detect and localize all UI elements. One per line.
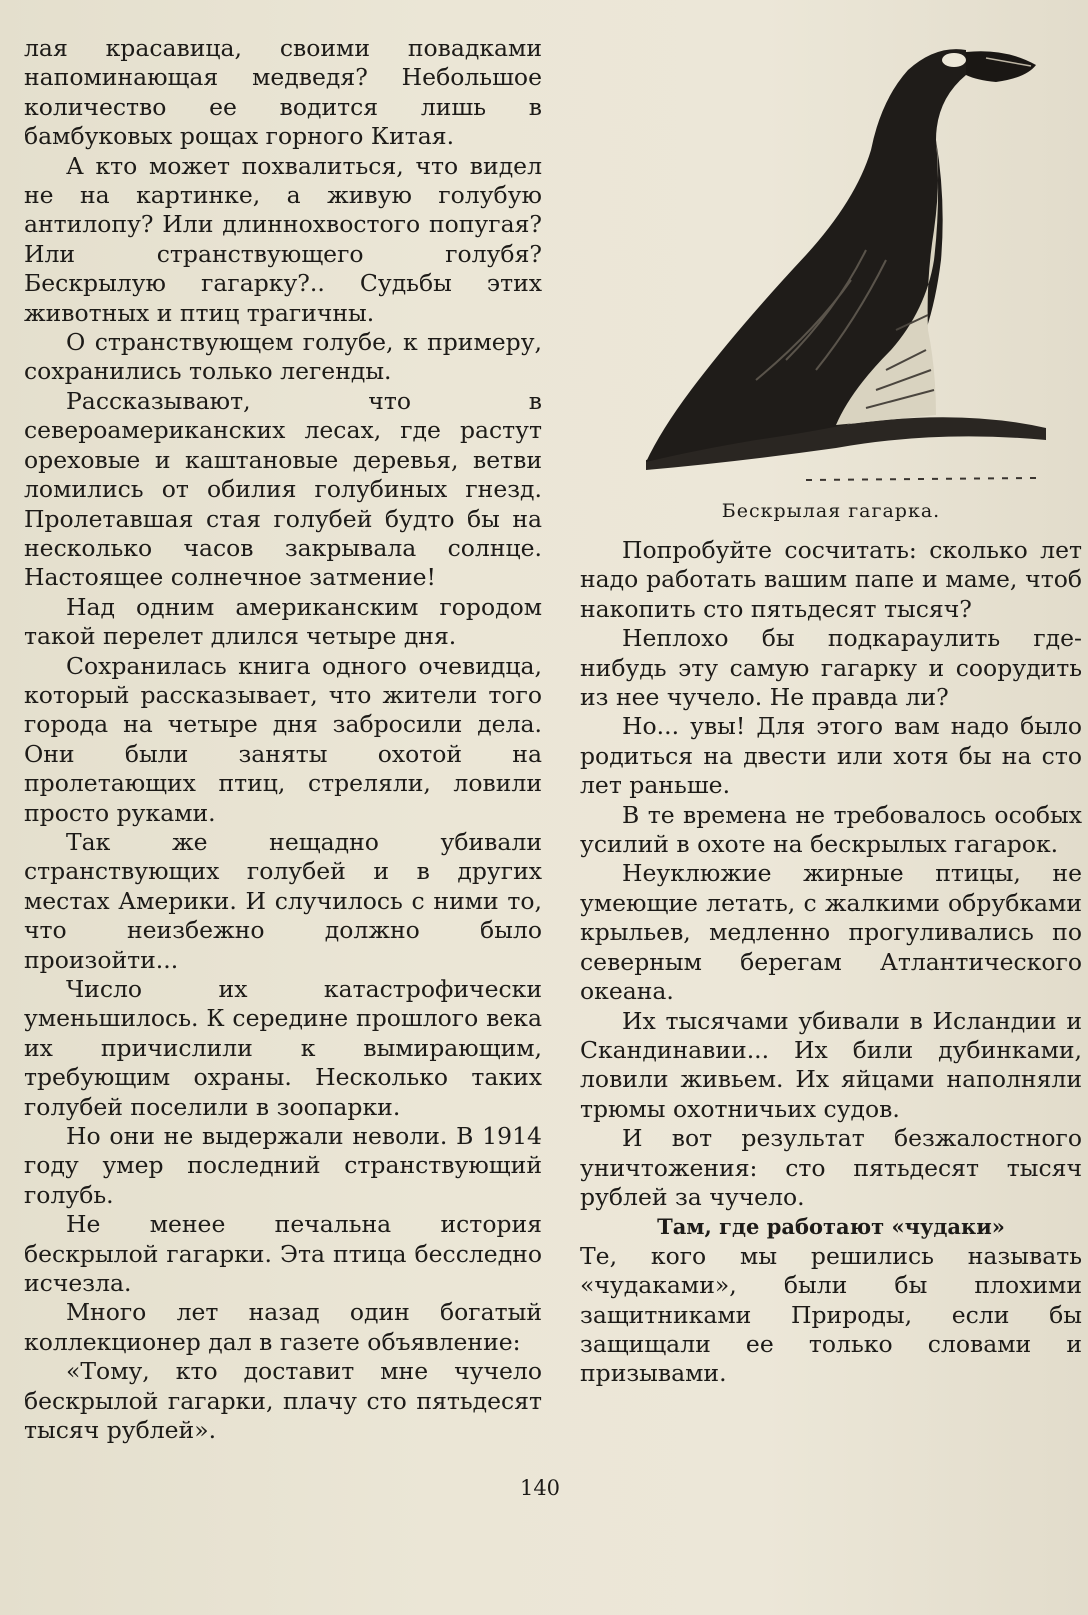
paragraph: А кто может похвалиться, что видел не на картинке, а живую голубую антилопу? Или длиннохвостого попугая? Или странствующего голубя? Бескрылую гагарку?.. Судьбы этих животных и птиц трагичны.	[24, 151, 542, 327]
paragraph: Но они не выдержали неволи. В 1914 году умер последний странствующий голубь.	[24, 1122, 542, 1209]
paragraph: В те времена не требовалось особых усилий в охоте на бескрылых гагарок.	[580, 800, 1082, 859]
paragraph: О странствующем голубе, к примеру, сохранились только легенды.	[24, 328, 542, 386]
paragraph: Так же нещадно убивали странствующих голубей и в других местах Америки. И случилось с ними то, что неизбежно должно было произойти...	[24, 827, 542, 974]
quote-paragraph: «Тому, кто доставит мне чучело бескрылой гагарки, плачу сто пятьдесят тысяч рублей».	[24, 1357, 542, 1445]
paragraph: Неуклюжие жирные птицы, не умеющие летать, с жалкими обрубками крыльев, медленно прогуливались по северным берегам Атлантического океана.	[580, 859, 1082, 1006]
paragraph: Неплохо бы подкараулить где-нибудь эту самую гагарку и соорудить из нее чучело. Не правда ли?	[580, 624, 1082, 712]
paragraph: Много лет назад один богатый коллекционер дал в газете объявление:	[24, 1298, 542, 1356]
paragraph: Сохранилась книга одного очевидца, который рассказывает, что жители того города на четыре дня забросили дела. Они были заняты охотой на пролетающих птиц, стреляли, ловили просто руками.	[24, 651, 542, 827]
paragraph: лая красавица, своими повадками напоминающая медведя? Небольшое количество ее водится лишь в бамбуковых рощах горного Китая.	[24, 34, 542, 151]
figure-caption: Бескрылая гагарка.	[721, 500, 941, 522]
paragraph: Не менее печальна история бескрылой гагарки. Эта птица бесследно исчезла.	[24, 1210, 542, 1298]
paragraph: Над одним американским городом такой перелет длился четыре дня.	[24, 592, 542, 651]
left-column	[24, 34, 542, 1446]
paragraph: Число их катастрофически уменьшилось. К середине прошлого века их причислили к вымирающим, требующим охраны. Несколько таких голубей поселили в зоопарки.	[24, 975, 542, 1121]
page-number: 140	[519, 1476, 561, 1500]
paragraph: Рассказывают, что в североамериканских лесах, где растут ореховые и каштановые деревья, ветви ломились от обилия голубиных гнезд. Пролетавшая стая голубей будто бы на несколько часов закрывала солнце. Настоящее солнечное затмение!	[24, 386, 542, 592]
right-column	[580, 536, 1082, 1389]
paragraph: И вот результат безжалостного уничтожения: сто пятьдесят тысяч рублей за чучело.	[580, 1124, 1082, 1211]
great-auk-icon	[636, 30, 1066, 490]
section-heading: Там, где работают «чудаки»	[657, 1214, 1005, 1240]
paragraph: Те, кого мы решились называть «чудаками», были бы плохими защитниками Природы, если бы защищали ее только словами и призывами.	[580, 1241, 1082, 1388]
great-auk-illustration	[636, 30, 1066, 490]
paragraph: Попробуйте сосчитать: сколько лет надо работать вашим папе и маме, чтоб накопить сто пятьдесят тысяч?	[580, 536, 1082, 623]
paragraph: Но... увы! Для этого вам надо было родиться на двести или хотя бы на сто лет раньше.	[580, 712, 1082, 800]
paragraph: Их тысячами убивали в Исландии и Скандинавии... Их били дубинками, ловили живьем. Их яйцами наполняли трюмы охотничьих судов.	[580, 1006, 1082, 1123]
